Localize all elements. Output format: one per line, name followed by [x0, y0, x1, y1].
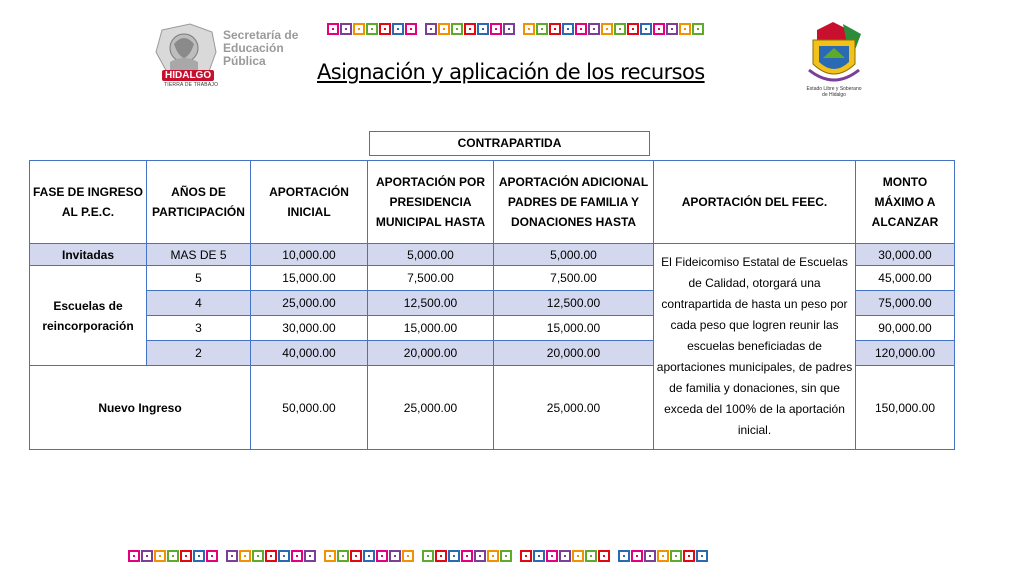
pattern-dot [619, 28, 621, 30]
logo-line-1: Secretaría de [223, 28, 299, 42]
cell-inicial: 30,000.00 [251, 316, 368, 341]
pattern-square [461, 550, 473, 562]
column-header-municipal: APORTACIÓN POR PRESIDENCIA MUNICIPAL HASTA [368, 161, 494, 244]
pattern-dot [466, 555, 468, 557]
pattern-dot [345, 28, 347, 30]
pattern-square [500, 550, 512, 562]
pattern-dot [270, 555, 272, 557]
pattern-square [477, 23, 489, 35]
pattern-dot [296, 555, 298, 557]
cell-anos: 5 [147, 266, 251, 291]
pattern-square [239, 550, 251, 562]
pattern-dot [371, 28, 373, 30]
pattern-square [327, 23, 339, 35]
pattern-dot [701, 555, 703, 557]
pattern-dot [482, 28, 484, 30]
pattern-dot [495, 28, 497, 30]
pattern-dot [332, 28, 334, 30]
pattern-square [562, 23, 574, 35]
cell-monto: 90,000.00 [856, 316, 955, 341]
pattern-dot [645, 28, 647, 30]
pattern-dot [623, 555, 625, 557]
page-title: Asignación y aplicación de los recursos [317, 60, 705, 84]
cell-fase: Invitadas [30, 244, 147, 266]
pattern-square [451, 23, 463, 35]
pattern-square [366, 23, 378, 35]
pattern-square [304, 550, 316, 562]
pattern-dot [368, 555, 370, 557]
pattern-square [520, 550, 532, 562]
pattern-dot [554, 28, 556, 30]
pattern-dot [508, 28, 510, 30]
pattern-square [464, 23, 476, 35]
pattern-square [340, 23, 352, 35]
pattern-square [180, 550, 192, 562]
pattern-dot [492, 555, 494, 557]
cell-monto: 75,000.00 [856, 291, 955, 316]
pattern-dot [257, 555, 259, 557]
pattern-dot [440, 555, 442, 557]
pattern-dot [649, 555, 651, 557]
pattern-dot [427, 555, 429, 557]
pattern-dot [675, 555, 677, 557]
pattern-square [666, 23, 678, 35]
pattern-square [657, 550, 669, 562]
cell-municipal: 25,000.00 [368, 366, 494, 450]
pattern-square [490, 23, 502, 35]
logo-line-3: Pública [223, 54, 266, 68]
pattern-square [337, 550, 349, 562]
pattern-dot [505, 555, 507, 557]
pattern-square [588, 23, 600, 35]
table-header-row [30, 161, 955, 244]
pattern-dot [525, 555, 527, 557]
pattern-square [533, 550, 545, 562]
pattern-square [402, 550, 414, 562]
pattern-dot [407, 555, 409, 557]
shield-caption-line-2: de Hidalgo [822, 92, 846, 98]
pattern-square [487, 550, 499, 562]
pattern-square [503, 23, 515, 35]
pattern-square [523, 23, 535, 35]
pattern-square [575, 23, 587, 35]
pattern-square [618, 550, 630, 562]
pattern-square [438, 23, 450, 35]
pattern-dot [593, 28, 595, 30]
table-row [30, 244, 955, 266]
pattern-square [422, 550, 434, 562]
pattern-square [448, 550, 460, 562]
pattern-dot [146, 555, 148, 557]
pattern-group [327, 23, 417, 35]
pattern-square [696, 550, 708, 562]
cell-fase-nuevo-ingreso: Nuevo Ingreso [30, 366, 251, 450]
pattern-dot [636, 555, 638, 557]
pattern-dot [577, 555, 579, 557]
pattern-dot [453, 555, 455, 557]
cell-padres: 15,000.00 [494, 316, 654, 341]
cell-anos: 3 [147, 316, 251, 341]
pattern-square [598, 550, 610, 562]
cell-monto: 150,000.00 [856, 366, 955, 450]
pattern-group [324, 550, 414, 562]
pattern-dot [329, 555, 331, 557]
pattern-square [474, 550, 486, 562]
pattern-dot [133, 555, 135, 557]
pattern-group [226, 550, 316, 562]
pattern-square [644, 550, 656, 562]
pattern-group [422, 550, 512, 562]
cell-padres: 5,000.00 [494, 244, 654, 266]
pattern-square [601, 23, 613, 35]
resources-table [29, 160, 955, 450]
cell-fase-reincorporacion: Escuelas de reincorporación [30, 266, 147, 366]
pattern-dot [283, 555, 285, 557]
pattern-dot [551, 555, 553, 557]
column-header-inicial: APORTACIÓN INICIAL [251, 161, 368, 244]
cell-inicial: 15,000.00 [251, 266, 368, 291]
pattern-square [549, 23, 561, 35]
hidalgo-badge: HIDALGO [162, 70, 214, 81]
pattern-square [546, 550, 558, 562]
pattern-dot [358, 28, 360, 30]
cell-municipal: 5,000.00 [368, 244, 494, 266]
pattern-dot [430, 28, 432, 30]
pattern-dot [662, 555, 664, 557]
logo-line-2: Educación [223, 41, 284, 55]
pattern-dot [684, 28, 686, 30]
cell-inicial: 25,000.00 [251, 291, 368, 316]
column-header-fase: FASE DE INGRESO AL P.E.C. [30, 161, 147, 244]
cell-padres: 12,500.00 [494, 291, 654, 316]
bottom-decorative-strip [128, 550, 714, 562]
pattern-square [353, 23, 365, 35]
pattern-dot [658, 28, 660, 30]
column-header-anos: AÑOS DE PARTICIPACIÓN [147, 161, 251, 244]
pattern-dot [603, 555, 605, 557]
pattern-dot [479, 555, 481, 557]
pattern-dot [309, 555, 311, 557]
pattern-square [614, 23, 626, 35]
cell-anos: 4 [147, 291, 251, 316]
cell-padres: 7,500.00 [494, 266, 654, 291]
column-header-monto: MONTO MÁXIMO A ALCANZAR [856, 161, 955, 244]
column-header-feec: APORTACIÓN DEL FEEC. [654, 161, 856, 244]
pattern-dot [231, 555, 233, 557]
pattern-dot [159, 555, 161, 557]
feec-description: El Fideicomiso Estatal de Escuelas de Calidad, otorgará una contrapartida de hasta un peso por cada peso que logren reunir las escuelas beneficiadas de aportaciones municipales, de padres de familia y donaciones, sin que exceda del 100% de la aportación inicial. [654, 244, 856, 450]
pattern-square [585, 550, 597, 562]
pattern-dot [606, 28, 608, 30]
pattern-dot [211, 555, 213, 557]
pattern-dot [410, 28, 412, 30]
cell-municipal: 7,500.00 [368, 266, 494, 291]
pattern-square [278, 550, 290, 562]
contrapartida-header: CONTRAPARTIDA [369, 131, 650, 156]
shield-caption-line-1: Estado Libre y Soberano [806, 86, 862, 92]
pattern-square [653, 23, 665, 35]
pattern-dot [355, 555, 357, 557]
pattern-square [627, 23, 639, 35]
cell-padres: 20,000.00 [494, 341, 654, 366]
pattern-square [324, 550, 336, 562]
pattern-square [167, 550, 179, 562]
pattern-dot [564, 555, 566, 557]
hidalgo-badge-subtitle: TIERRA DE TRABAJO [164, 82, 219, 88]
cell-municipal: 12,500.00 [368, 291, 494, 316]
cell-monto: 30,000.00 [856, 244, 955, 266]
pattern-dot [688, 555, 690, 557]
pattern-square [206, 550, 218, 562]
pattern-square [559, 550, 571, 562]
pattern-square [631, 550, 643, 562]
pattern-dot [632, 28, 634, 30]
pattern-dot [384, 28, 386, 30]
pattern-square [405, 23, 417, 35]
pattern-square [435, 550, 447, 562]
logo-text [223, 29, 298, 68]
pattern-dot [538, 555, 540, 557]
pattern-square [376, 550, 388, 562]
pattern-square [193, 550, 205, 562]
pattern-dot [381, 555, 383, 557]
pattern-square [389, 550, 401, 562]
pattern-dot [397, 28, 399, 30]
pattern-square [265, 550, 277, 562]
pattern-dot [528, 28, 530, 30]
shield-caption [796, 86, 872, 98]
pattern-square [141, 550, 153, 562]
pattern-dot [172, 555, 174, 557]
pattern-square [392, 23, 404, 35]
pattern-square [154, 550, 166, 562]
column-header-padres: APORTACIÓN ADICIONAL PADRES DE FAMILIA Y DONACIONES HASTA [494, 161, 654, 244]
pattern-square [683, 550, 695, 562]
pattern-dot [590, 555, 592, 557]
cell-municipal: 15,000.00 [368, 316, 494, 341]
pattern-dot [671, 28, 673, 30]
hidalgo-state-shield [803, 20, 865, 90]
cell-inicial: 10,000.00 [251, 244, 368, 266]
pattern-square [679, 23, 691, 35]
cell-inicial: 50,000.00 [251, 366, 368, 450]
pattern-dot [567, 28, 569, 30]
pattern-dot [443, 28, 445, 30]
pattern-square [252, 550, 264, 562]
top-decorative-strip [327, 23, 710, 35]
pattern-dot [342, 555, 344, 557]
pattern-dot [394, 555, 396, 557]
pattern-square [536, 23, 548, 35]
pattern-dot [541, 28, 543, 30]
pattern-group [520, 550, 610, 562]
cell-municipal: 20,000.00 [368, 341, 494, 366]
pattern-square [291, 550, 303, 562]
pattern-group [523, 23, 704, 35]
pattern-square [379, 23, 391, 35]
pattern-dot [469, 28, 471, 30]
cell-padres: 25,000.00 [494, 366, 654, 450]
pattern-square [692, 23, 704, 35]
pattern-square [128, 550, 140, 562]
cell-anos: 2 [147, 341, 251, 366]
pattern-square [226, 550, 238, 562]
pattern-dot [244, 555, 246, 557]
pattern-group [128, 550, 218, 562]
pattern-square [363, 550, 375, 562]
pattern-group [618, 550, 708, 562]
cell-anos: MAS DE 5 [147, 244, 251, 266]
pattern-square [640, 23, 652, 35]
pattern-group [425, 23, 515, 35]
pattern-dot [697, 28, 699, 30]
pattern-square [572, 550, 584, 562]
cell-monto: 45,000.00 [856, 266, 955, 291]
cell-monto: 120,000.00 [856, 341, 955, 366]
pattern-dot [185, 555, 187, 557]
pattern-square [670, 550, 682, 562]
pattern-dot [456, 28, 458, 30]
pattern-dot [198, 555, 200, 557]
pattern-dot [580, 28, 582, 30]
pattern-square [425, 23, 437, 35]
cell-inicial: 40,000.00 [251, 341, 368, 366]
pattern-square [350, 550, 362, 562]
